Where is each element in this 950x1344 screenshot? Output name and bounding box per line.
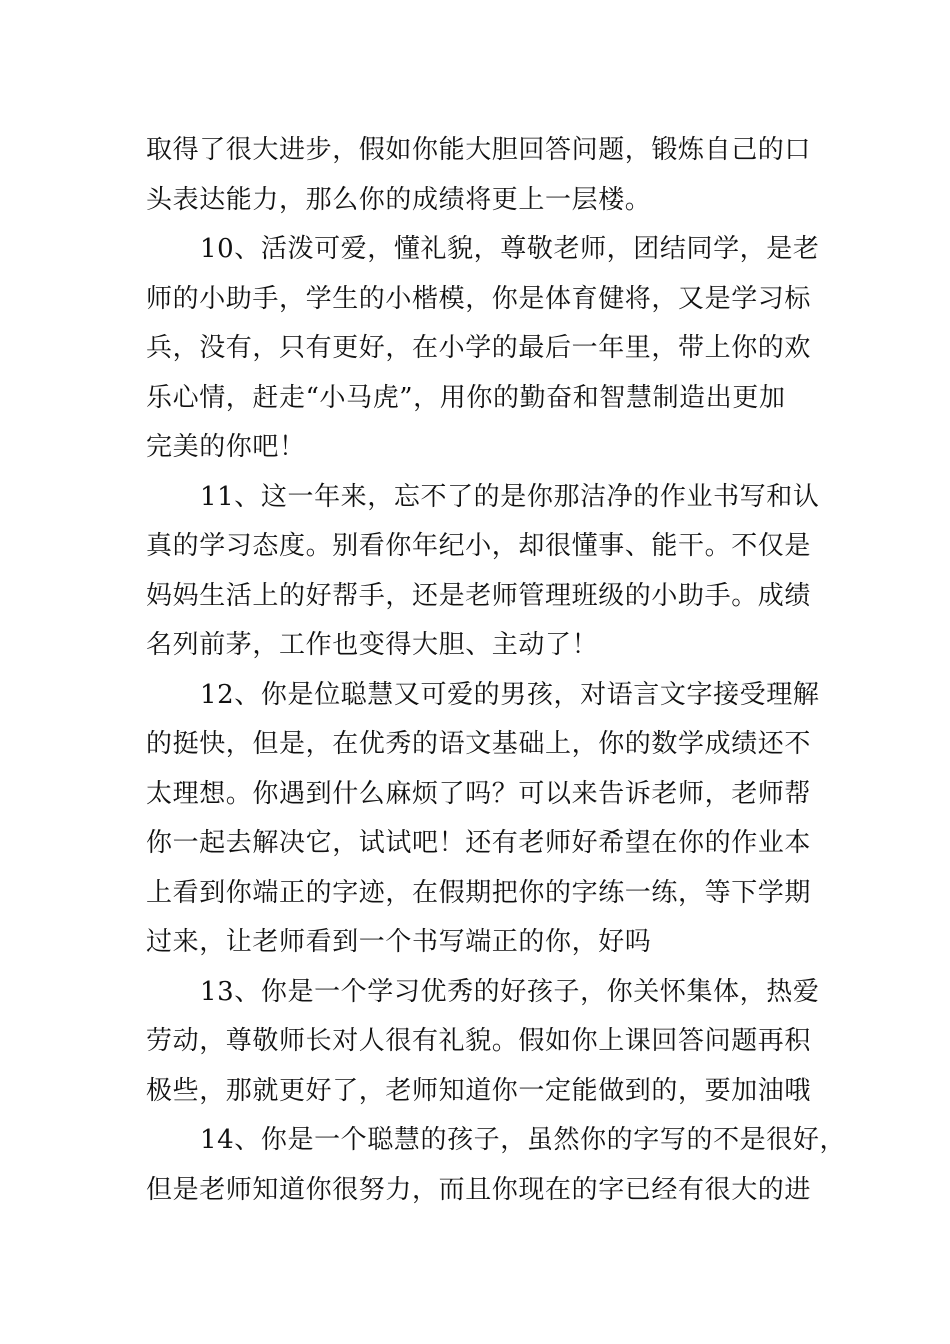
text-line: 乐心情，赶走“小马虎”，用你的勤奋和智慧制造出更加 <box>146 382 786 413</box>
text-line: 劳动，尊敬师长对人很有礼貌。假如你上课回答问题再积 <box>146 1026 812 1056</box>
paragraph-comment-13 <box>146 968 826 1117</box>
text-line: 太理想。你遇到什么麻烦了吗？可以来告诉老师，老师帮 <box>146 778 812 809</box>
text-line: 过来，让老师看到一个书写端正的你，好吗 <box>146 927 652 957</box>
document-body <box>146 126 847 1215</box>
text-line: 取得了很大进步，假如你能大胆回答问题，锻炼自己的口 <box>146 135 812 165</box>
text-line: 13、你是一个学习优秀的好孩子，你关怀集体，热爱 <box>200 976 820 1007</box>
text-line: 极些，那就更好了，老师知道你一定能做到的，要加油哦 <box>146 1075 812 1106</box>
text-line: 的挺快，但是，在优秀的语文基础上，你的数学成绩还不 <box>146 729 812 759</box>
paragraph-comment-11 <box>146 473 826 671</box>
text-line: 你一起去解决它，试试吧！还有老师好希望在你的作业本 <box>146 828 812 858</box>
text-line: 上看到你端正的字迹，在假期把你的字练一练，等下学期 <box>146 877 812 908</box>
text-line: 14、你是一个聪慧的孩子，虽然你的字写的不是很好， <box>200 1125 847 1155</box>
paragraph-continued <box>146 126 826 225</box>
text-line: 真的学习态度。别看你年纪小，却很懂事、能干。不仅是 <box>146 531 812 561</box>
text-line: 妈妈生活上的好帮手，还是老师管理班级的小助手。成绩 <box>146 580 812 611</box>
paragraph-comment-10 <box>146 225 826 473</box>
text-line: 完美的你吧！ <box>146 432 306 462</box>
text-line: 11、这一年来，忘不了的是你那洁净的作业书写和认 <box>200 481 820 512</box>
text-line: 12、你是位聪慧又可爱的男孩，对语言文字接受理解 <box>200 679 820 710</box>
text-line: 师的小助手，学生的小楷模，你是体育健将，又是学习标 <box>146 283 812 314</box>
text-line: 但是老师知道你很努力，而且你现在的字已经有很大的进 <box>146 1174 812 1205</box>
text-line: 名列前茅，工作也变得大胆、主动了！ <box>146 630 599 660</box>
text-line: 头表达能力，那么你的成绩将更上一层楼。 <box>146 184 652 215</box>
text-line: 兵，没有，只有更好，在小学的最后一年里，带上你的欢 <box>146 333 812 363</box>
paragraph-comment-14 <box>146 1116 847 1215</box>
paragraph-comment-12 <box>146 671 826 968</box>
text-line: 10、活泼可爱，懂礼貌，尊敬老师，团结同学，是老 <box>200 234 820 264</box>
